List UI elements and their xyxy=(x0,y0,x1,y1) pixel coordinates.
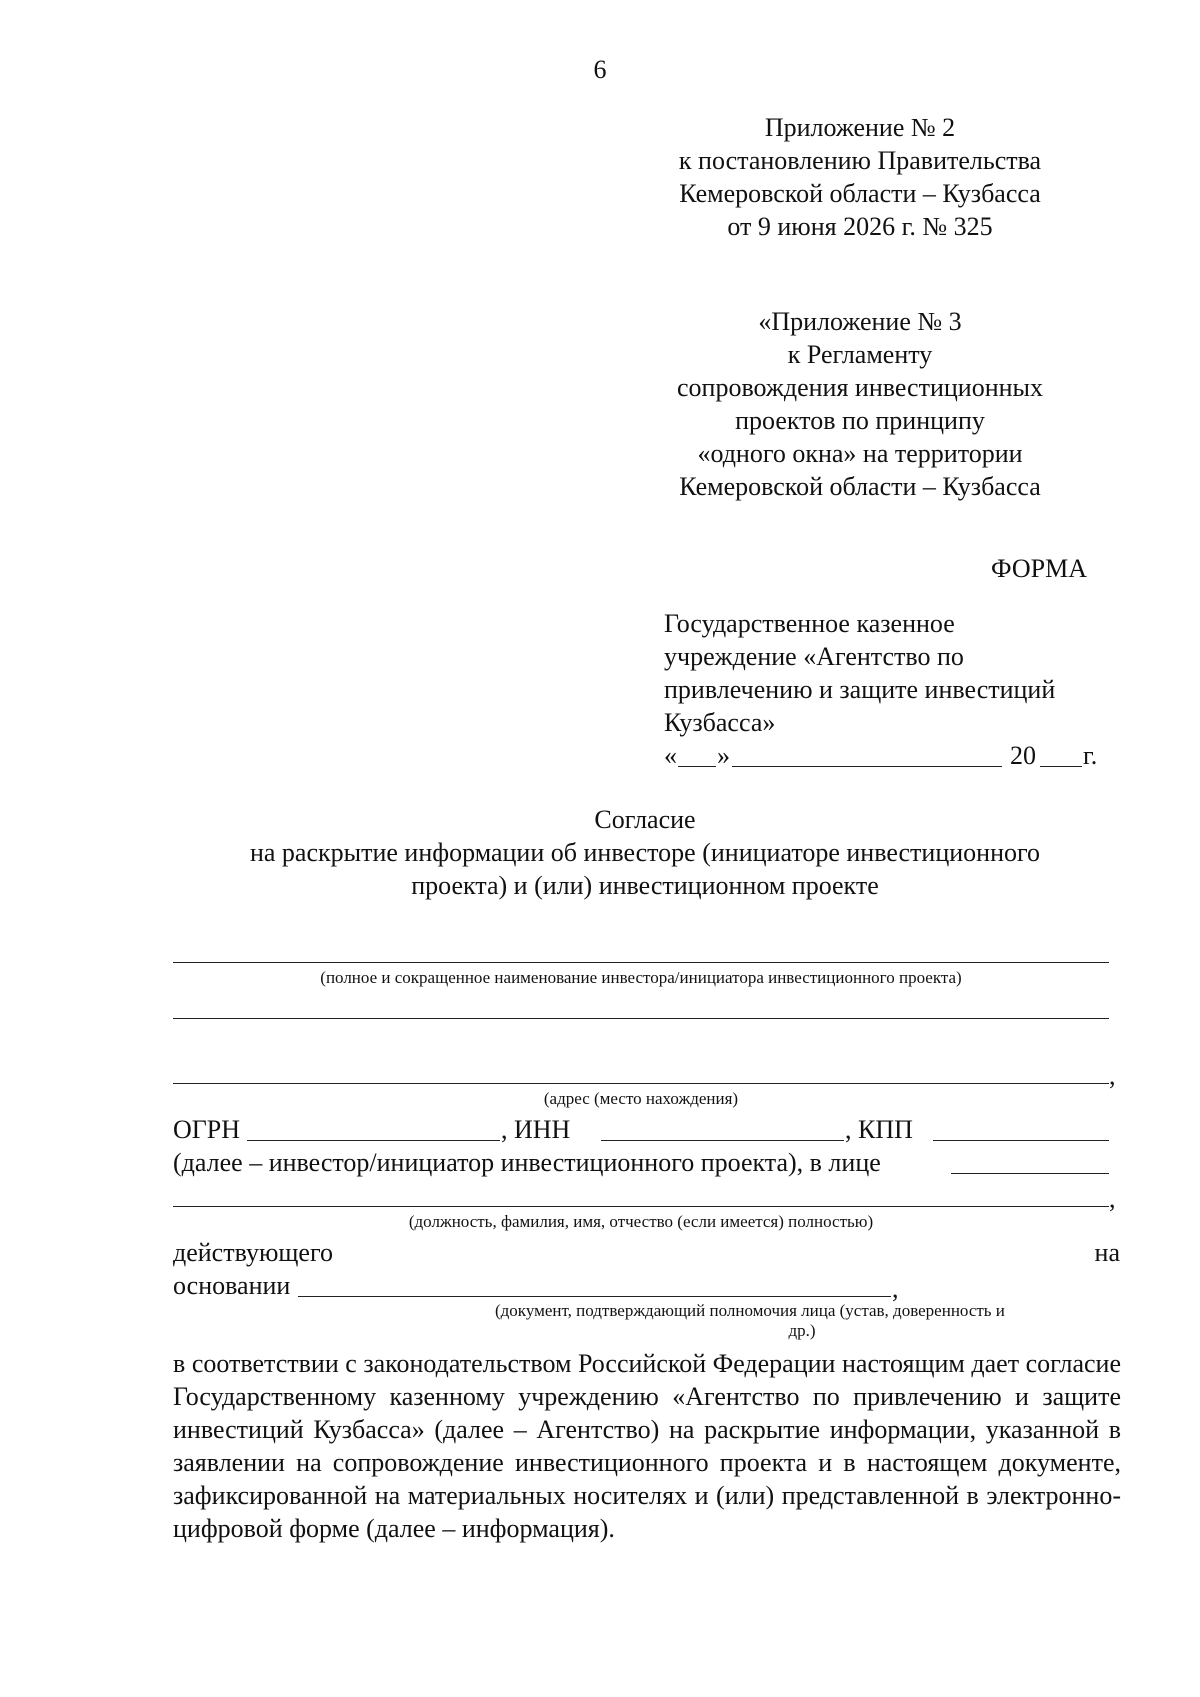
appendix-3-line: к Регламенту xyxy=(787,340,933,369)
addressee-line: учреждение «Агентство по xyxy=(664,642,964,671)
representative-blank[interactable] xyxy=(951,1173,1109,1174)
ogrn-label: ОГРН xyxy=(173,1115,241,1144)
form-label: ФОРМА xyxy=(991,554,1087,583)
position-blank[interactable] xyxy=(173,1206,1109,1207)
date-day-blank[interactable] xyxy=(678,766,716,767)
investor-name-blank[interactable] xyxy=(173,962,1109,963)
appendix-2-date: от 9 июня 2026 г. № 325 xyxy=(727,212,993,241)
basis-comma: , xyxy=(892,1274,899,1303)
acting-text: действующего xyxy=(173,1238,333,1267)
document-title: Согласие xyxy=(594,805,696,834)
addressee-line: Кузбасса» xyxy=(664,708,776,737)
document-caption-end: др.) xyxy=(788,1321,816,1340)
appendix-3-line: Кемеровской области – Кузбасса xyxy=(679,472,1041,501)
investor-name-caption: (полное и сокращенное наименование инвестора/инициатора инвестиционного проекта) xyxy=(320,968,962,987)
kpp-blank[interactable] xyxy=(933,1140,1109,1141)
addressee-line: Государственное казенное xyxy=(664,609,955,638)
appendix-3-title: «Приложение № 3 xyxy=(758,307,962,336)
inn-label: , ИНН xyxy=(501,1115,571,1144)
date-year-blank[interactable] xyxy=(1040,766,1082,767)
date-year-prefix: 20 xyxy=(1010,741,1036,770)
document-caption: (документ, подтверждающий полномочия лица (устав, доверенность и xyxy=(495,1301,1005,1320)
appendix-3-line: «одного окна» на территории xyxy=(697,439,1023,468)
kpp-label: , КПП xyxy=(845,1115,913,1144)
appendix-2-line: к постановлению Правительства xyxy=(678,146,1042,175)
position-comma: , xyxy=(1109,1184,1116,1213)
date-quote-open: « xyxy=(664,741,677,770)
date-month-blank[interactable] xyxy=(732,766,1002,767)
ogrn-blank[interactable] xyxy=(247,1140,500,1141)
hereinafter-text: (далее – инвестор/инициатор инвестиционного проекта), в лице xyxy=(173,1148,881,1177)
on-text: на xyxy=(1094,1238,1120,1267)
position-caption: (должность, фамилия, имя, отчество (если имеется) полностью) xyxy=(408,1212,874,1231)
appendix-3-line: проектов по принципу xyxy=(735,406,985,435)
document-subtitle: проекта) и (или) инвестиционном проекте xyxy=(411,871,879,900)
appendix-3-line: сопровождения инвестиционных xyxy=(676,373,1043,402)
date-quote-close: » xyxy=(717,741,730,770)
document-subtitle: на раскрытие информации об инвесторе (инициаторе инвестиционного xyxy=(249,838,1041,867)
address-blank[interactable] xyxy=(173,1083,1109,1084)
inn-blank[interactable] xyxy=(601,1140,844,1141)
address-comma: , xyxy=(1109,1061,1116,1090)
page-number: 6 xyxy=(593,55,607,84)
appendix-2-line: Кемеровской области – Кузбасса xyxy=(679,179,1041,208)
appendix-2-title: Приложение № 2 xyxy=(764,113,956,142)
address-caption: (адрес (место нахождения) xyxy=(543,1089,739,1108)
basis-text: основании xyxy=(173,1271,291,1300)
date-year-suffix: г. xyxy=(1083,741,1098,770)
basis-document-blank[interactable] xyxy=(298,1296,891,1297)
consent-body-paragraph: в соответствии с законодательством Российской Федерации настоящим дает согласие Государственному казенному учреждению «Агентство по привлечению и защите инвестиций Кузбасса» (далее – Агентство) на раскрытие информации, указанной в заявлении на сопровождение инвестиционного проекта и в настоящем документе, зафиксированной на материальных носителях и (или) представленной в электронно-цифровой форме (далее – информация). xyxy=(173,1349,1121,1543)
investor-name-blank-2[interactable] xyxy=(173,1018,1109,1019)
addressee-line: привлечению и защите инвестиций xyxy=(664,675,1056,704)
